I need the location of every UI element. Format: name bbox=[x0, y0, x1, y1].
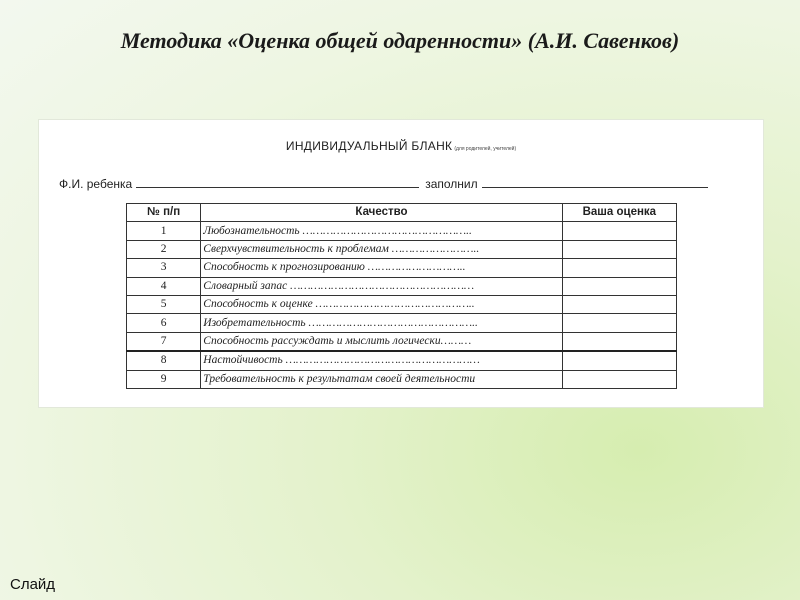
row-number: 7 bbox=[127, 332, 201, 351]
table-row bbox=[127, 351, 677, 370]
form-header bbox=[39, 139, 763, 153]
row-quality: Сверхчувствительность к проблемам …………………….. bbox=[201, 240, 562, 258]
row-number: 6 bbox=[127, 314, 201, 332]
form-header-title: ИНДИВИДУАЛЬНЫЙ БЛАНК bbox=[285, 139, 453, 153]
row-number: 4 bbox=[127, 277, 201, 295]
row-quality: Изобретательность ………………………………………….. bbox=[201, 314, 562, 332]
child-name-line bbox=[59, 175, 739, 191]
row-number: 8 bbox=[127, 351, 201, 370]
filled-by-label: заполнил bbox=[425, 177, 478, 191]
table-row bbox=[127, 314, 677, 332]
score-cell bbox=[562, 332, 676, 351]
row-number: 3 bbox=[127, 259, 201, 277]
score-cell bbox=[562, 259, 676, 277]
table-row bbox=[127, 259, 677, 277]
score-cell bbox=[562, 314, 676, 332]
column-header-score: Ваша оценка bbox=[562, 204, 676, 222]
score-cell bbox=[562, 222, 676, 240]
score-cell bbox=[562, 351, 676, 370]
form-header-note: (для родителей, учителей) bbox=[454, 146, 517, 152]
table-row bbox=[127, 295, 677, 313]
table-row bbox=[127, 370, 677, 388]
slide-footer-label: Слайд bbox=[10, 576, 56, 593]
row-number: 9 bbox=[127, 370, 201, 388]
child-name-label: Ф.И. ребенка bbox=[59, 177, 133, 191]
table-row bbox=[127, 240, 677, 258]
row-quality: Настойчивость ………………………………………………… bbox=[201, 351, 562, 370]
table-row bbox=[127, 332, 677, 351]
score-cell bbox=[562, 277, 676, 295]
table-row bbox=[127, 222, 677, 240]
table-row bbox=[127, 277, 677, 295]
row-number: 2 bbox=[127, 240, 201, 258]
child-name-blank bbox=[136, 175, 419, 188]
row-quality: Любознательность ………………………………………….. bbox=[201, 222, 562, 240]
filled-by-blank bbox=[482, 175, 708, 188]
row-number: 1 bbox=[127, 222, 201, 240]
row-number: 5 bbox=[127, 295, 201, 313]
column-header-quality: Качество bbox=[201, 204, 562, 222]
row-quality: Способность к оценке ……………………………………….. bbox=[201, 295, 562, 313]
score-cell bbox=[562, 370, 676, 388]
column-header-number: № п/п bbox=[127, 204, 201, 222]
score-cell bbox=[562, 240, 676, 258]
score-cell bbox=[562, 295, 676, 313]
row-quality: Словарный запас ……………………………………………… bbox=[201, 277, 562, 295]
slide-title: Методика «Оценка общей одаренности» (А.И. Савенков) bbox=[120, 28, 680, 53]
individual-form bbox=[38, 119, 764, 408]
row-quality: Способность к прогнозированию ……………………….. bbox=[201, 259, 562, 277]
quality-rating-table bbox=[126, 203, 677, 389]
row-quality: Способность рассуждать и мыслить логически……… bbox=[201, 332, 562, 351]
table-header-row bbox=[127, 204, 677, 222]
row-quality: Требовательность к результатам своей деятельности bbox=[201, 370, 562, 388]
